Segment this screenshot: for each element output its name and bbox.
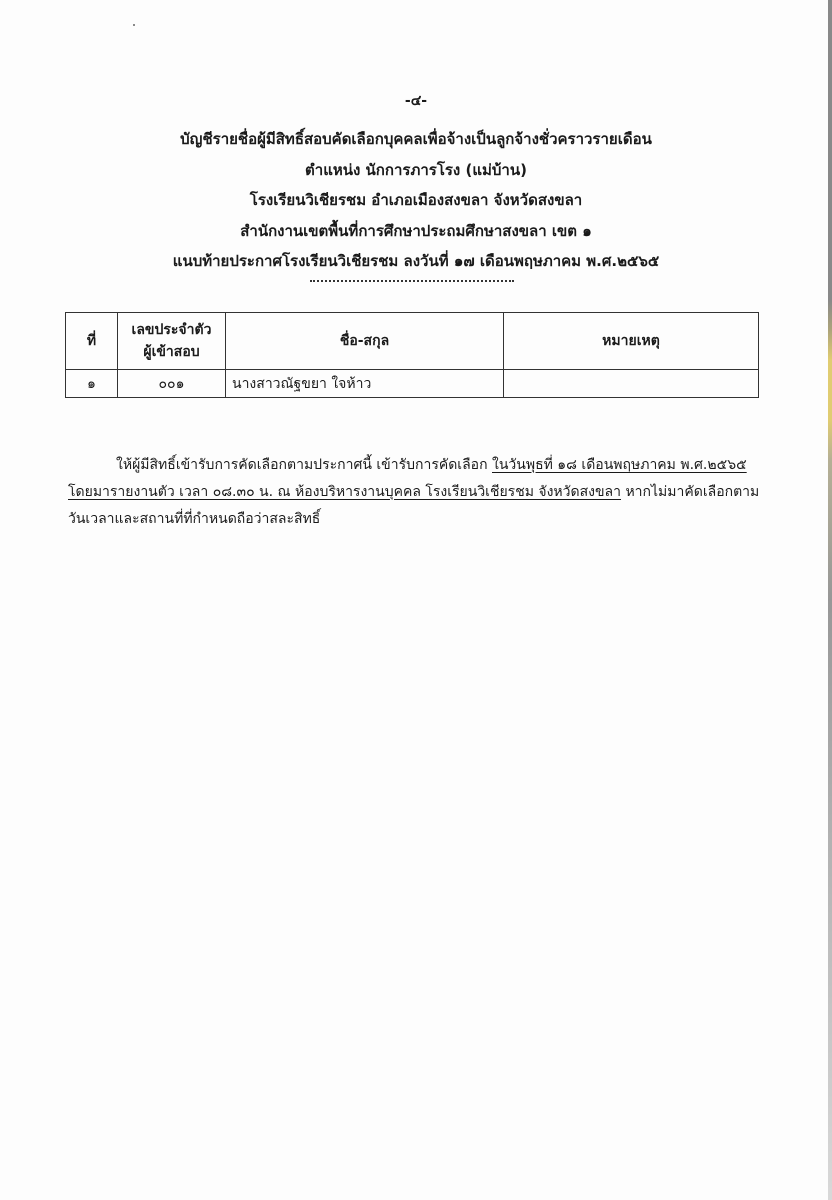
cell-no: ๑ <box>66 370 118 398</box>
instruction-paragraph <box>68 452 778 533</box>
scan-edge <box>828 0 832 1200</box>
heading-attachment: แนบท้ายประกาศโรงเรียนวิเชียรชม ลงวันที่ ๑๗ เดือนพฤษภาคม พ.ศ.๒๕๖๕ <box>172 252 660 270</box>
paragraph-line-1 <box>68 452 778 479</box>
document-headings <box>60 124 772 277</box>
heading-title: บัญชีรายชื่อผู้มีสิทธิ์สอบคัดเลือกบุคคลเพื่อจ้างเป็นลูกจ้างชั่วคราวรายเดือน <box>180 130 652 148</box>
heading-office: สำนักงานเขตพื้นที่การศึกษาประถมศึกษาสงขลา เขต ๑ <box>240 221 592 240</box>
candidate-table <box>65 312 759 398</box>
header-note: หมายเหตุ <box>504 313 759 370</box>
cell-name: นางสาวณัฐขยา ใจห้าว <box>226 370 504 398</box>
heading-school: โรงเรียนวิเชียรชม อำเภอเมืองสงขลา จังหวัดสงขลา <box>249 191 583 209</box>
cell-note <box>504 370 759 398</box>
paragraph-line2-text: หากไม่มาคัดเลือกตาม <box>621 484 760 500</box>
scan-speck <box>133 24 135 26</box>
paragraph-line3-text: วันเวลาและสถานที่ที่กำหนดถือว่าสละสิทธิ์ <box>68 511 321 527</box>
cell-exam-id: ๐๐๑ <box>118 370 226 398</box>
paragraph-line-3 <box>68 506 778 533</box>
header-exam-id-line2: ผู้เข้าสอบ <box>143 344 200 360</box>
report-time-location: โดยมารายงานตัว เวลา ๐๘.๓๐ น. ณ ห้องบริหารงานบุคคล โรงเรียนวิเชียรชม จังหวัดสงขลา <box>68 484 621 500</box>
header-exam-id <box>118 313 226 370</box>
table-header-row <box>66 313 759 370</box>
paragraph-line1-text: ให้ผู้มีสิทธิ์เข้ารับการคัดเลือกตามประกาศนี้ เข้ารับการคัดเลือก <box>116 457 492 473</box>
heading-position: ตำแหน่ง นักการภารโรง (แม่บ้าน) <box>305 160 527 179</box>
exam-date: ในวันพุธที่ ๑๘ เดือนพฤษภาคม พ.ศ.๒๕๖๕ <box>492 457 747 473</box>
table-row <box>66 370 759 398</box>
header-no: ที่ <box>66 313 118 370</box>
header-name: ชื่อ-สกุล <box>226 313 504 370</box>
paragraph-line-2 <box>68 479 778 506</box>
header-exam-id-line1: เลขประจำตัว <box>131 322 212 338</box>
page-number: -๔- <box>404 93 428 109</box>
dotted-divider <box>310 280 514 282</box>
